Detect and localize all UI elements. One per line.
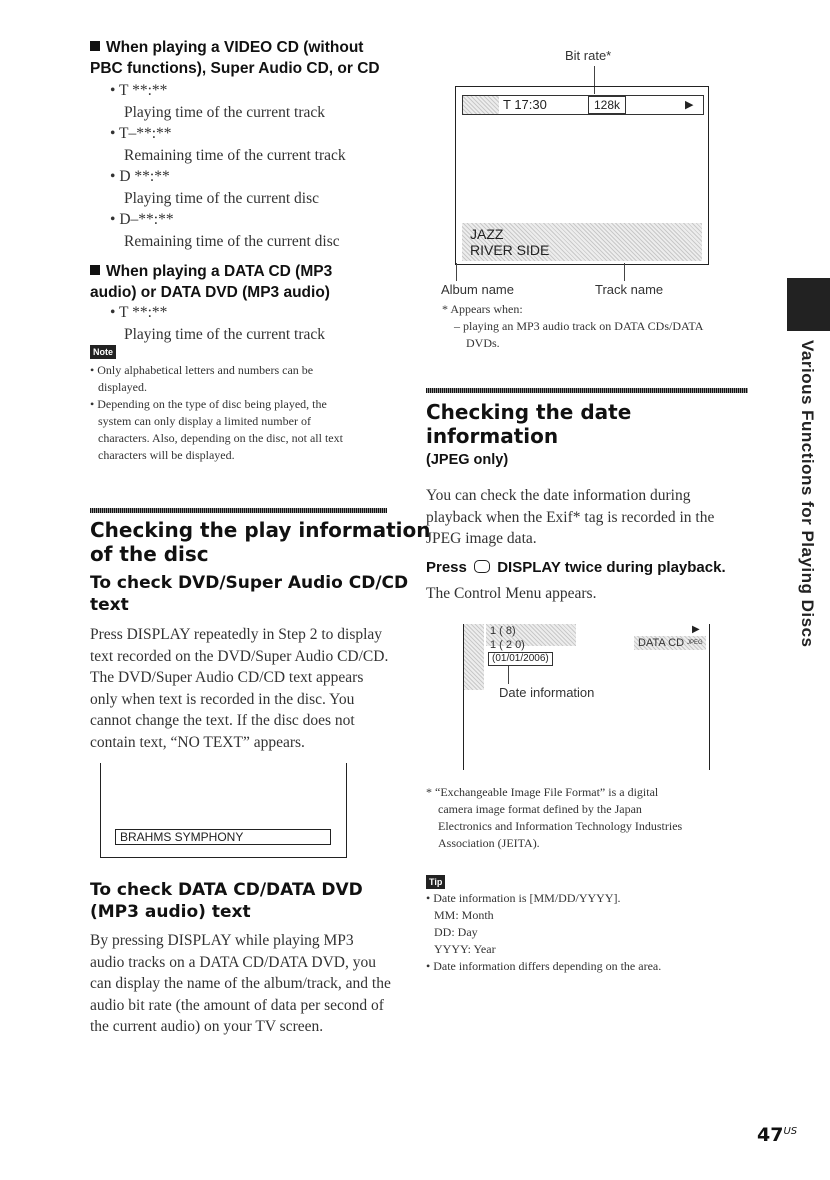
bit-rate-label: Bit rate*	[565, 48, 612, 63]
list-item-desc: Playing time of the current disc	[124, 189, 319, 207]
mp3-status-bar	[462, 95, 704, 115]
osd-line-2: 1 ( 2 0)	[490, 639, 525, 651]
format-label: JPEG	[687, 640, 703, 646]
chapter-side-label: Various Functions for Playing Discs	[798, 340, 817, 648]
album-track-panel	[462, 223, 702, 261]
jpeg-only-label: (JPEG only)	[426, 452, 509, 468]
tip-icon: Tip	[426, 872, 445, 890]
mp3-text-body: By pressing DISPLAY while playing MP3 audio tracks on a DATA CD/DATA DVD, you can display the name of the album/track, and the audio bit rate (the amount of data per second of the current audio) on your TV screen.	[90, 932, 391, 1035]
list-item: • T–**:**	[110, 125, 172, 142]
list-item: • D–**:**	[110, 211, 174, 228]
page-number: $47^{US}$	[757, 1124, 798, 1146]
osd-line-1: 1 ( 8)	[490, 625, 516, 637]
play-icon: ▶	[685, 99, 694, 111]
vcd-heading: When playing a VIDEO CD (without PBC functions), Super Audio CD, or CD	[90, 39, 380, 77]
dvd-text-body: Press DISPLAY repeatedly in Step 2 to display text recorded on the DVD/Super Audio CD/CD. The DVD/Super Audio CD/CD text appears only when text is recorded in the disc. You cannot change the text. If the disc does not contain text, “NO TEXT” appears.	[90, 626, 389, 751]
control-menu-text: The Control Menu appears.	[426, 585, 597, 602]
date-pointer	[508, 666, 509, 684]
note-item: • Only alphabetical letters and numbers can be displayed.	[90, 363, 314, 394]
heading-bullet	[90, 41, 100, 51]
disc-text-display: BRAHMS SYMPHONY	[115, 829, 331, 845]
section-title: Checking the play information of the disc	[90, 518, 431, 566]
date-body: You can check the date information during playback when the Exif* tag is recorded in the JPEG image data.	[426, 487, 715, 547]
play-icon: ▶	[692, 624, 700, 635]
date-information-label: Date information	[499, 685, 595, 700]
control-menu-icons	[464, 624, 484, 690]
tv-screen-illustration	[100, 763, 347, 858]
subsection-title-dvd-text: To check DVD/Super Audio CD/CD text	[90, 573, 409, 615]
bit-rate-value: 128k	[588, 96, 626, 114]
list-item-desc: Remaining time of the current disc	[124, 232, 340, 250]
exif-footnote: * “Exchangeable Image File Format” is a digital camera image format defined by the Japan Electronics and Information Technology Industries Association (JEITA).	[426, 785, 683, 850]
list-item-desc: Playing time of the current track	[124, 103, 326, 121]
track-time: T 17:30	[503, 97, 547, 112]
date-value: (01/01/2006)	[488, 652, 553, 666]
list-item-desc: Playing time of the current track	[124, 325, 326, 343]
bit-rate-footnote: * Appears when: – playing an MP3 audio track on DATA CDs/DATA DVDs.	[442, 302, 704, 350]
notes	[90, 362, 390, 464]
album-pointer	[456, 263, 457, 281]
chapter-tab-marker	[787, 278, 830, 331]
data-cd-heading: When playing a DATA CD (MP3 audio) or DATA DVD (MP3 audio)	[90, 263, 333, 301]
track-name-label: Track name	[595, 282, 664, 297]
album-name-label: Album name	[441, 282, 514, 297]
list-item-desc: Remaining time of the current track	[124, 146, 346, 164]
press-display-instruction: Press DISPLAY twice during playback.	[426, 559, 726, 576]
jpeg-screen-illustration	[463, 624, 710, 770]
note-item: • Depending on the type of disc being played, the system can only display a limited number of characters. Also, depending on the disc, not all text characters will be displayed.	[90, 397, 343, 462]
section-rule	[90, 508, 387, 513]
date-section-title: Checking the date information	[426, 400, 632, 448]
note-icon: Note	[90, 342, 116, 360]
track-pointer	[624, 263, 625, 281]
list-item: • T **:**	[110, 82, 168, 99]
heading-bullet	[90, 265, 100, 275]
display-button-icon	[474, 560, 490, 573]
tips: • Date information is [MM/DD/YYYY]. MM: Month DD: Day YYYY: Year • Date information differs depending on the area.	[426, 891, 662, 973]
list-item: • D **:**	[110, 168, 170, 185]
data-time-list	[110, 302, 400, 345]
list-item: • T **:**	[110, 304, 168, 321]
subsection-title-mp3-text: To check DATA CD/DATA DVD (MP3 audio) text	[90, 880, 363, 922]
vcd-time-list	[110, 80, 400, 252]
section-rule	[426, 388, 748, 393]
track-name-text: RIVER SIDE	[470, 242, 550, 258]
mp3-screen-illustration	[455, 86, 709, 265]
disc-icon	[463, 96, 499, 114]
album-name-text: JAZZ	[470, 226, 504, 242]
disc-type: DATA CD	[638, 637, 685, 649]
